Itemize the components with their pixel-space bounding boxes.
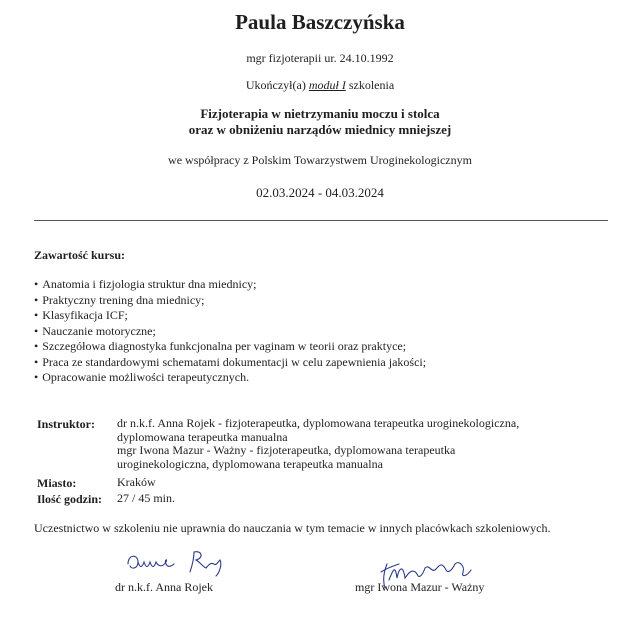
hours-value: 27 / 45 min.: [117, 491, 176, 505]
city-label: Miasto:: [37, 476, 77, 490]
list-item: • Opracowanie możliwości terapeutycznych.: [34, 370, 426, 386]
module-name: moduł I: [308, 78, 346, 92]
course-title-line-1: Fizjoterapia w nietrzymaniu moczu i stolca: [200, 106, 440, 121]
instructor-label: Instruktor:: [37, 417, 96, 431]
hours-label: Ilość godzin:: [37, 492, 103, 506]
instructor-2-line-2: uroginekologiczna, dyplomowana terapeutka manualna: [117, 456, 383, 471]
course-title: [0, 106, 640, 138]
instructor-1-line-1: dr n.k.f. Anna Rojek - fizjoterapeutka, dyplomowana terapeutka uroginekologiczna,: [117, 416, 520, 430]
content-list: [34, 277, 426, 386]
module-line: [0, 78, 640, 93]
cooperation-line: we współpracy z Polskim Towarzystwem Uroginekologicznym: [168, 153, 472, 167]
city-value: Kraków: [117, 475, 156, 489]
list-item: • Anatomia i fizjologia struktur dna miednicy;: [34, 277, 426, 293]
course-dates: 02.03.2024 - 04.03.2024: [256, 185, 384, 200]
signature-name-right: mgr Iwona Mazur - Ważny: [355, 580, 485, 594]
signature-anna-rojek: [122, 544, 242, 580]
instructor-1-line-2: dyplomowana terapeutka manualna: [117, 429, 288, 444]
list-item: • Nauczanie motoryczne;: [34, 324, 426, 340]
completed-suffix: szkolenia: [345, 78, 395, 92]
list-item: • Szczegółowa diagnostyka funkcjonalna per vaginam w teorii oraz praktyce;: [34, 339, 426, 355]
list-item: • Klasyfikacja ICF;: [34, 308, 426, 324]
divider: [34, 220, 608, 221]
participant-degree: mgr fizjoterapii ur. 24.10.1992: [246, 51, 394, 65]
instructor-block: [117, 417, 519, 471]
completed-prefix: Ukończył(a): [245, 78, 309, 92]
participant-name: Paula Baszczyńska: [235, 10, 405, 34]
list-item: • Praca ze standardowymi schematami dokumentacji w celu zapewnienia jakości;: [34, 355, 426, 371]
footer-note: Uczestnictwo w szkoleniu nie uprawnia do nauczania w tym temacie w innych placówkach szkoleniowych.: [34, 521, 551, 535]
course-title-line-2: oraz w obniżeniu narządów miednicy mniejszej: [188, 122, 452, 137]
signature-name-left: dr n.k.f. Anna Rojek: [115, 580, 213, 594]
instructor-2-line-1: mgr Iwona Mazur - Ważny - fizjoterapeutka, dyplomowana terapeutka: [117, 443, 456, 457]
content-heading: Zawartość kursu:: [34, 248, 126, 262]
list-item: • Praktyczny trening dna miednicy;: [34, 293, 426, 309]
